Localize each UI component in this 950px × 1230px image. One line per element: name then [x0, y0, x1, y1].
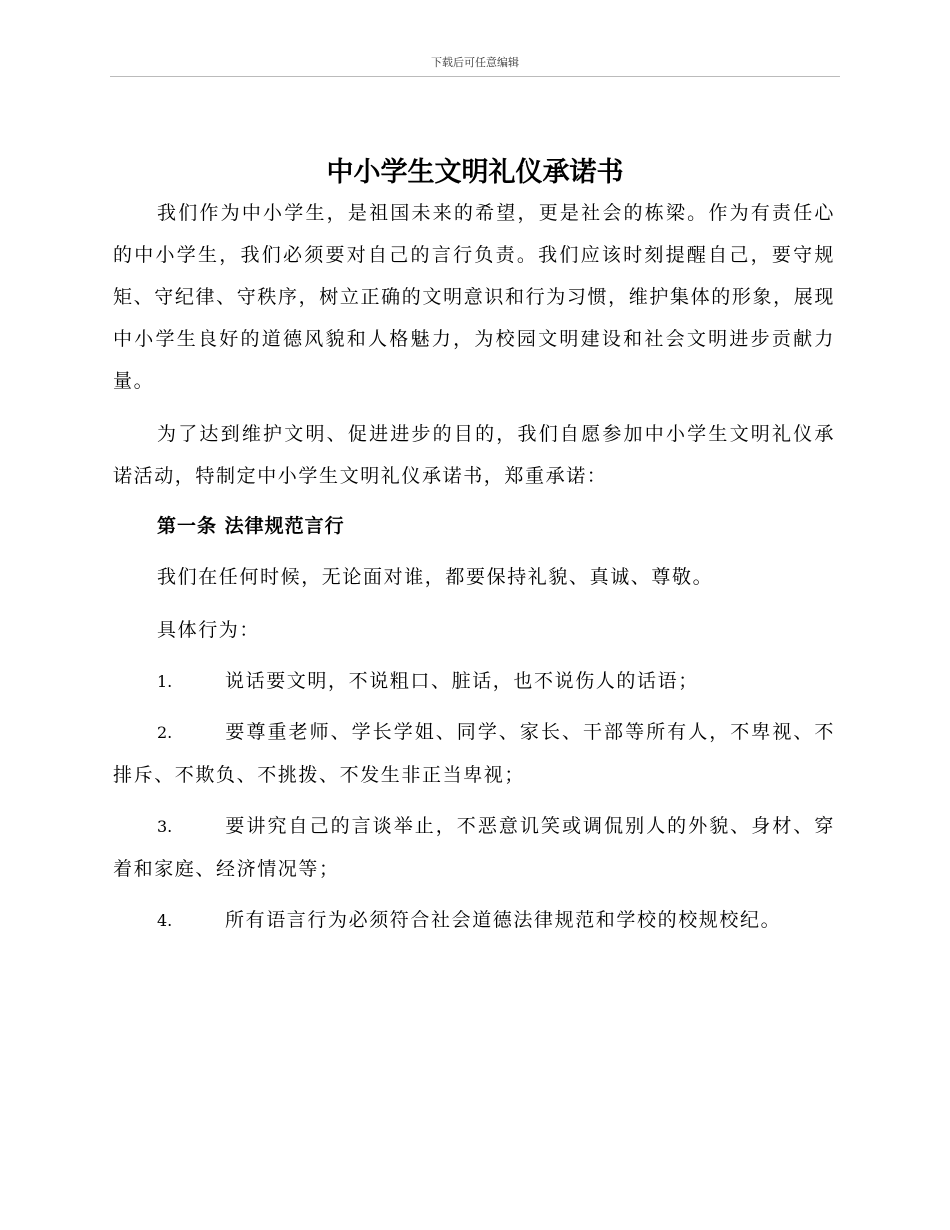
list-item [113, 660, 835, 703]
header-divider [110, 76, 840, 77]
section-intro: 我们在任何时候，无论面对谁，都要保持礼貌、真诚、尊敬。 [157, 566, 714, 588]
list-item-text: 说话要文明，不说粗口、脏话，也不说伤人的话语； [225, 670, 699, 692]
paragraph-intro: 我们作为中小学生，是祖国未来的希望，更是社会的栋梁。作为有责任心的中小学生，我们必须要对自己的言行负责。我们应该时刻提醒自己，要守规矩、守纪律、守秩序，树立正确的文明意识和行为习惯，维护集体的形象，展现中小学生良好的道德风貌和人格魅力，为校园文明建设和社会文明进步贡献力量。 [113, 202, 835, 392]
list-item-number: 1. [157, 672, 173, 691]
list-item [113, 899, 835, 942]
list-item-number: 4. [157, 911, 173, 930]
list-item-text: 要尊重老师、学长学姐、同学、家长、干部等所有人，不卑视、不排斥、不欺负、不挑拨、不发生非正当卑视； [113, 721, 835, 786]
paragraph-purpose: 为了达到维护文明、促进进步的目的，我们自愿参加中小学生文明礼仪承诺活动，特制定中小学生文明礼仪承诺书，郑重承诺： [113, 423, 835, 487]
section-heading: 第一条 法律规范言行 [157, 515, 345, 537]
list-item [113, 711, 835, 796]
page-header: 下载后可任意编辑 [431, 56, 519, 69]
list-item-text: 所有语言行为必须符合社会道德法律规范和学校的校规校纪。 [225, 909, 782, 931]
document-title: 中小学生文明礼仪承诺书 [326, 157, 624, 188]
list-item-number: 3. [157, 817, 173, 836]
list-item-text: 要讲究自己的言谈举止，不恶意讥笑或调侃别人的外貌、身材、穿着和家庭、经济情况等； [113, 815, 835, 880]
behavior-label: 具体行为： [157, 619, 261, 641]
list-item [113, 805, 835, 890]
list-item-number: 2. [157, 723, 173, 742]
